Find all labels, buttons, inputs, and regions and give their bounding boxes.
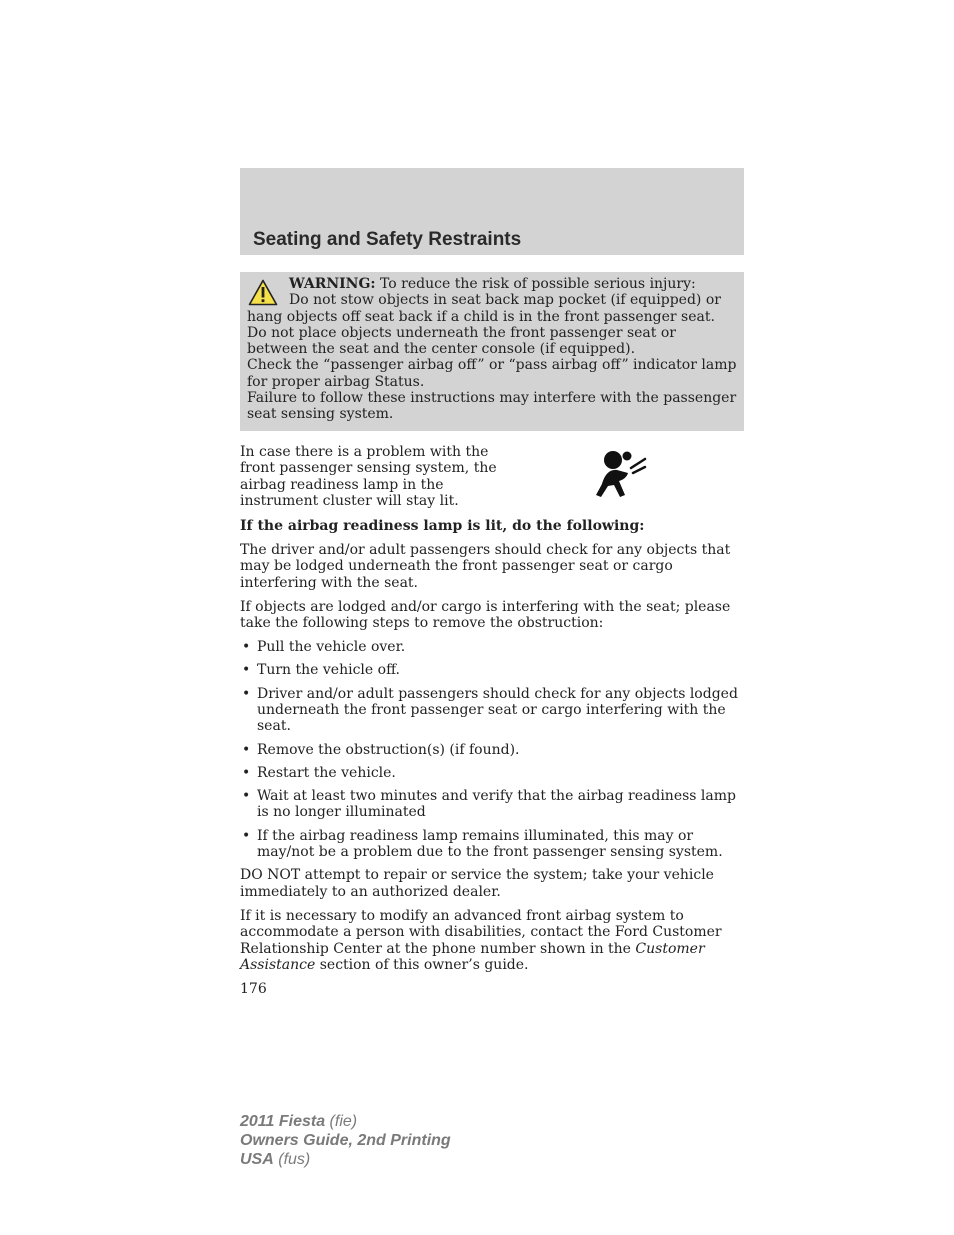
list-item: • Turn the vehicle off. — [240, 662, 750, 678]
footer-model: 2011 Fiesta — [240, 1113, 326, 1130]
footer-line-3 — [240, 1150, 451, 1169]
paragraph-2: If objects are lodged and/or cargo is interfering with the seat; please take the following steps to remove the obstruction: — [240, 598, 731, 632]
intro-text: In case there is a problem with the front passenger sensing system, the airbag readiness lamp in the instrument cluster will stay lit. — [240, 444, 497, 510]
warning-line-4: Check the “passenger airbag off” or “pass airbag off” indicator lamp for proper airbag Status. — [247, 357, 737, 390]
body-content — [240, 444, 750, 1005]
footer-model-code: (fie) — [329, 1113, 358, 1130]
intro-block — [240, 444, 750, 510]
footer-edition: Owners Guide, 2nd Printing — [240, 1132, 451, 1149]
list-item: • Restart the vehicle. — [240, 765, 750, 781]
paragraph-3: DO NOT attempt to repair or service the system; take your vehicle immediately to an authorized dealer. — [240, 867, 714, 900]
footer-market: USA — [240, 1151, 274, 1168]
warning-intro: To reduce the risk of possible serious injury: — [380, 276, 696, 292]
list-item: • If the airbag readiness lamp remains illuminated, this may or may/not be a problem due to the front passenger sensing system. — [240, 828, 750, 861]
page-number: 176 — [240, 980, 267, 997]
paragraph-1: The driver and/or adult passengers should check for any objects that may be lodged underneath the front passenger seat or cargo interfering with the seat. — [240, 542, 731, 591]
warning-triangle-icon — [248, 279, 278, 306]
list-item: • Wait at least two minutes and verify that the airbag readiness lamp is no longer illuminated — [240, 788, 750, 821]
footer-line-1 — [240, 1112, 451, 1131]
section-title: Seating and Safety Restraints — [253, 229, 522, 250]
steps-list — [240, 639, 750, 860]
footer-line-2 — [240, 1131, 451, 1150]
list-item: • Pull the vehicle over. — [240, 639, 750, 655]
warning-line-5: Failure to follow these instructions may interfere with the passenger seat sensing system. — [247, 390, 737, 423]
airbag-readiness-icon — [594, 447, 652, 499]
warning-line-3: Do not place objects underneath the front passenger seat or between the seat and the center console (if equipped). — [247, 324, 676, 358]
document-footer — [240, 1112, 451, 1169]
customer-assistance-ref: Customer Assistance — [240, 940, 705, 973]
section-header — [240, 168, 744, 255]
footer-market-code: (fus) — [278, 1151, 311, 1168]
paragraph-4-text: If it is necessary to modify an advanced front airbag system to accommodate a person with disabilities, contact the Ford Customer Relationship Center at the phone number shown in the — [240, 907, 722, 957]
list-item: • Driver and/or adult passengers should check for any objects lodged underneath the front passenger seat or cargo interfering with the seat. — [240, 686, 750, 735]
paragraph-4 — [240, 908, 750, 974]
instruction-heading: If the airbag readiness lamp is lit, do the following: — [240, 517, 645, 534]
warning-label: WARNING: — [289, 276, 376, 292]
warning-line-1 — [247, 276, 737, 292]
warning-line-2: Do not stow objects in seat back map pocket (if equipped) or hang objects off seat back if a child is in the front passenger seat. — [247, 292, 721, 325]
paragraph-4-end: section of this owner’s guide. — [319, 956, 529, 973]
warning-box — [240, 272, 744, 431]
list-item: • Remove the obstruction(s) (if found). — [240, 742, 750, 758]
